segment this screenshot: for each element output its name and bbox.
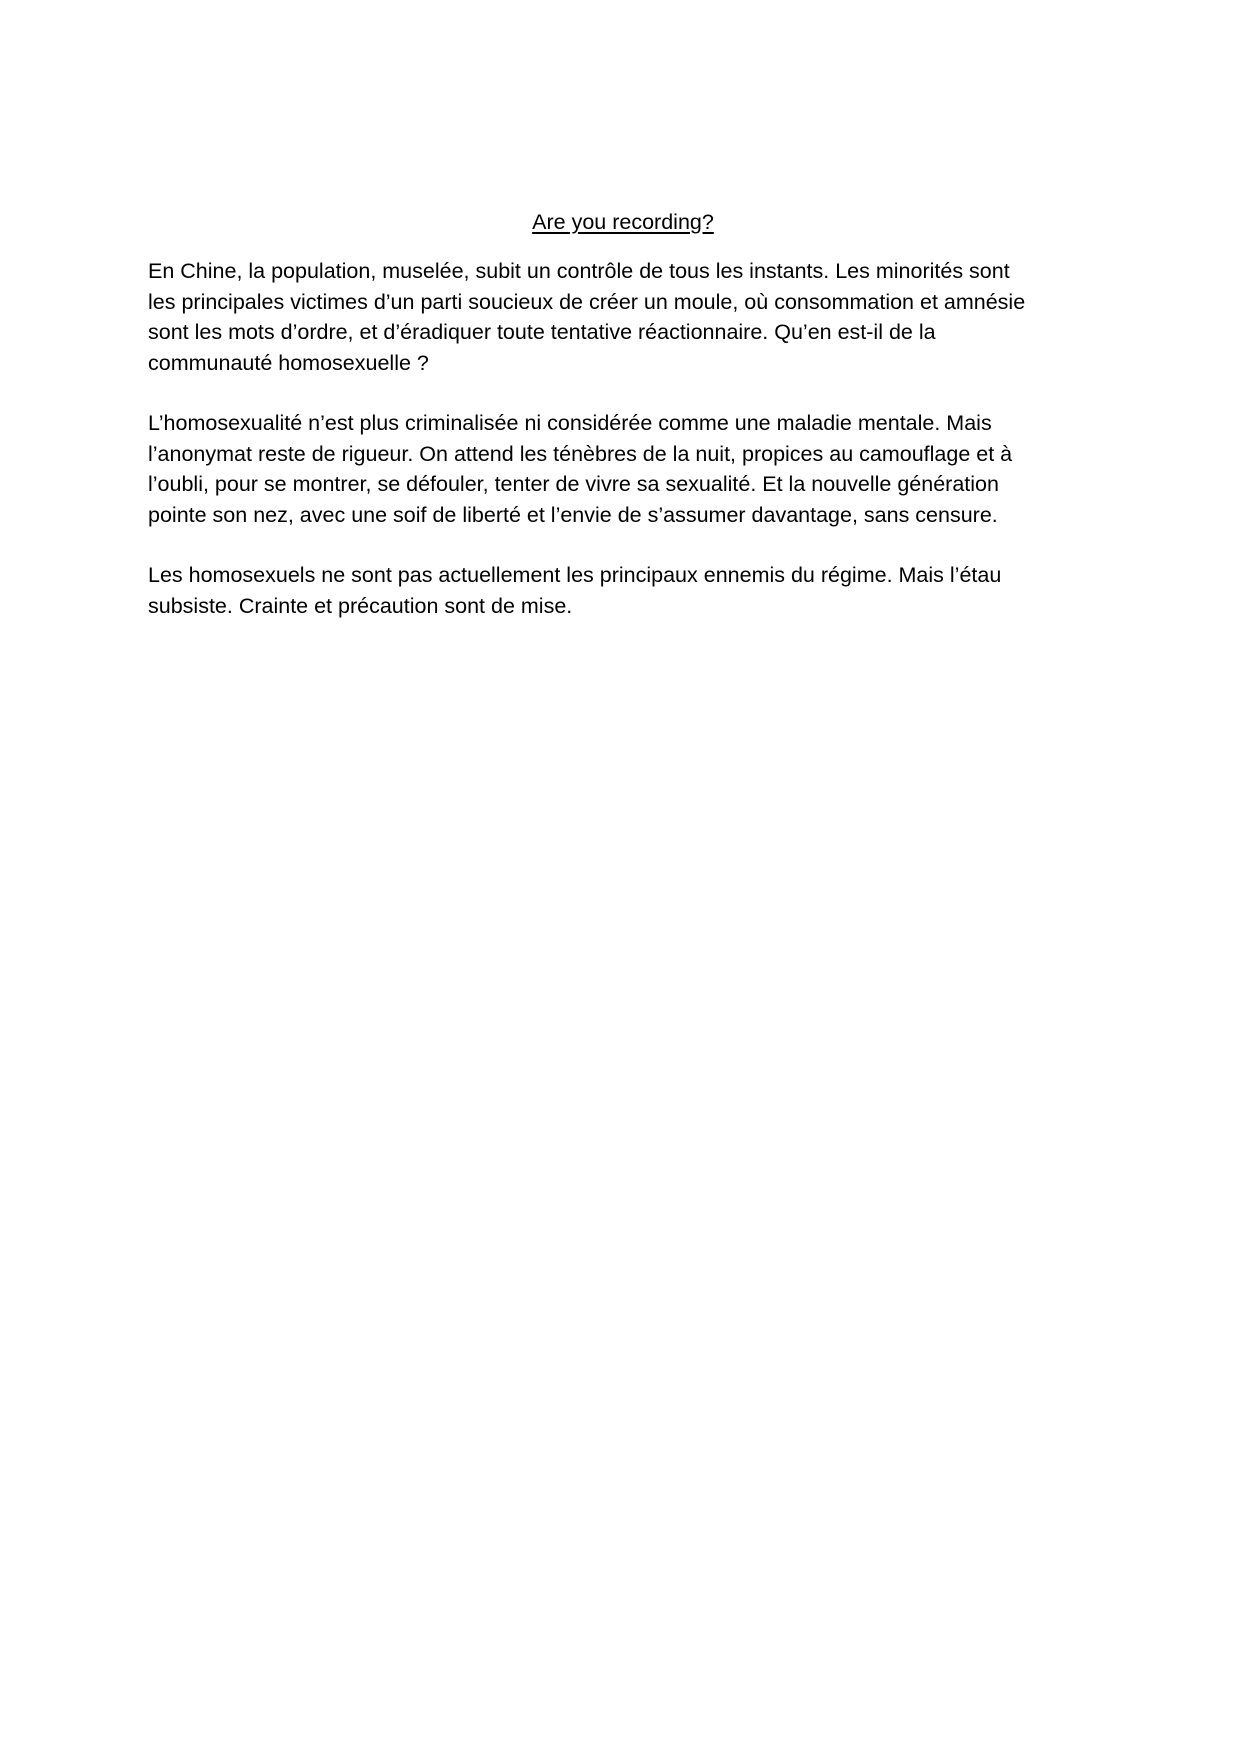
- paragraph-line: communauté homosexuelle ?: [148, 350, 429, 375]
- paragraph-line: sont les mots d’ordre, et d’éradiquer toute tentative réactionnaire. Qu’en est-il de la: [148, 320, 936, 344]
- paragraph-line: l’anonymat reste de rigueur. On attend les ténèbres de la nuit, propices au camouflage et à: [148, 441, 1013, 466]
- paragraph-line: L’homosexualité n’est plus criminalisée ni considérée comme une maladie mentale. Mais: [148, 411, 992, 435]
- paragraph-line: En Chine, la population, muselée, subit un contrôle de tous les instants. Les minorités sont: [148, 259, 1010, 283]
- paragraph-line: les principales victimes d’un parti soucieux de créer un moule, où consommation et amnésie: [148, 289, 1026, 314]
- paragraph-3: [148, 560, 1098, 621]
- document-body: [148, 207, 1098, 651]
- paragraph-line: l’oubli, pour se montrer, se défouler, tenter de vivre sa sexualité. Et la nouvelle génération: [148, 472, 999, 496]
- paragraph-line: Les homosexuels ne sont pas actuellement les principaux ennemis du régime. Mais l’étau: [148, 563, 1002, 587]
- paragraph-line: subsiste. Crainte et précaution sont de mise.: [148, 593, 573, 618]
- paragraph-1: [148, 256, 1098, 378]
- paragraph-2: [148, 408, 1098, 530]
- document-title: Are you recording?: [532, 210, 714, 234]
- paragraph-line: pointe son nez, avec une soif de liberté et l’envie de s’assumer davantage, sans censure.: [148, 502, 998, 527]
